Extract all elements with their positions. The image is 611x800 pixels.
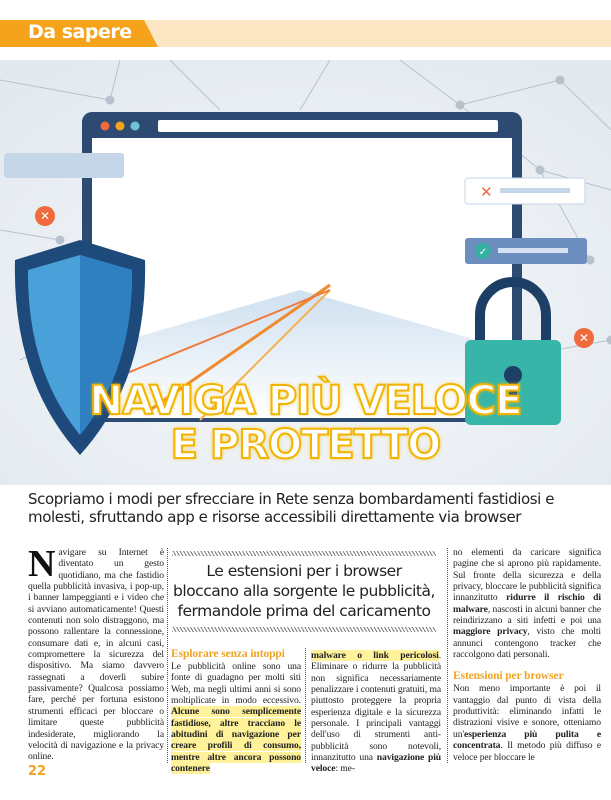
column-3 — [453, 547, 601, 763]
svg-text:✕: ✕ — [39, 209, 51, 223]
column-2b — [311, 650, 441, 775]
bold-text: esperienza più pulita e concentrata — [453, 728, 601, 752]
floating-panel — [4, 153, 124, 178]
page-number: 22 — [28, 764, 47, 779]
headline-line-1: NAVIGA PIÙ VELOCE — [89, 378, 522, 424]
body-text: : me- — [335, 763, 355, 775]
column-1 — [28, 543, 164, 763]
bold-text: maggiore privacy — [453, 626, 528, 638]
headline-line-2: E PROTETTO — [170, 422, 441, 468]
body-text: . Il metodo più diffuso e veloce per bloccare le — [453, 740, 601, 763]
verified-card-icon — [465, 238, 587, 264]
body-text: avigare su Internet è diventato un gesto quotidiano, ma che fastidio quella pubblicità invasiva, i pop-up, i banner lampeggianti e i video che si avviano automaticamente! Questi contenuti non solo distraggono, ma possono rallentare la connessione, consumare dati e, in alcuni casi, compromettere la sicurezza del dispositivo. Ma siamo davvero rassegnati a doverli subire passivamente? Qualcosa possiamo fare, perché per fortuna esistono strumenti efficaci per bloccare o limitare queste pubblicità indesiderate, migliorando la velocità di navigazione e la privacy online. — [28, 547, 164, 763]
highlighted-text: malware o link pericolosi — [311, 650, 439, 661]
section-title: Da sapere — [28, 21, 132, 43]
quote-rule-bottom — [172, 627, 436, 632]
subtitle: Scopriamo i modi per sfrecciare in Rete senza bombardamenti fastidiosi e molesti, sfruttando app e risorse accessibili direttamente via browser — [28, 490, 555, 526]
dropcap: N — [28, 543, 56, 585]
body-text: . Eliminare o ridurre la pubblicità non significa necessariamente penalizzare i contenuti gratuiti, ma piuttosto proteggere la propria esperienza digitale e la sicurezza personale. I principali vantaggi dell'uso di strumenti anti-pubblicità sono notevoli, innanzitutto una — [311, 650, 441, 764]
body-text: , nascosti in alcuni banner che reindirizzano a siti infetti e poi una — [453, 603, 601, 627]
column-divider — [447, 548, 448, 763]
bold-text: navigazione più veloce — [311, 752, 441, 775]
browser-window-icon — [82, 112, 522, 422]
pull-quote: Le estensioni per i browser bloccano alla sorgente le pubblicità, fermandole prima del caricamento — [173, 562, 435, 620]
section-heading: Estensioni per browser — [453, 670, 564, 683]
svg-text:✕: ✕ — [578, 331, 590, 345]
highlighted-text: Alcune sono semplicemente fastidiose, altre tracciano le abitudini di navigazione per creare profili di consumo, mentre altre ancora possono contenere — [171, 706, 301, 775]
body-text: , visto che molti annunci contengono tracker che raccolgono dati personali. — [453, 626, 601, 661]
column-divider — [167, 548, 168, 763]
body-text: Le pubblicità online sono una fonte di guadagno per molti siti Web, ma negli ultimi anni si sono moltiplicate in modo eccessivo. — [171, 661, 301, 707]
bold-text: ridurre il rischio di malware — [453, 592, 601, 615]
column-2a — [171, 648, 301, 774]
column-divider — [305, 648, 306, 763]
body-text: no elementi da caricare significa pagine che si aprono più rapidamente. Sul fronte della sicurezza e della privacy, bloccare le pubblicità significa innanzitutto — [453, 547, 601, 604]
svg-text:✓: ✓ — [478, 247, 488, 258]
body-text: Non meno importante è poi il vantaggio dal punto di vista della produttività: eliminando infatti le distrazioni visive e sonore, otteniamo un' — [453, 683, 601, 740]
section-heading: Esplorare senza intoppi — [171, 648, 285, 660]
svg-text:✕: ✕ — [480, 183, 493, 201]
blocked-card-icon — [465, 178, 585, 204]
quote-rule-top — [172, 551, 436, 556]
